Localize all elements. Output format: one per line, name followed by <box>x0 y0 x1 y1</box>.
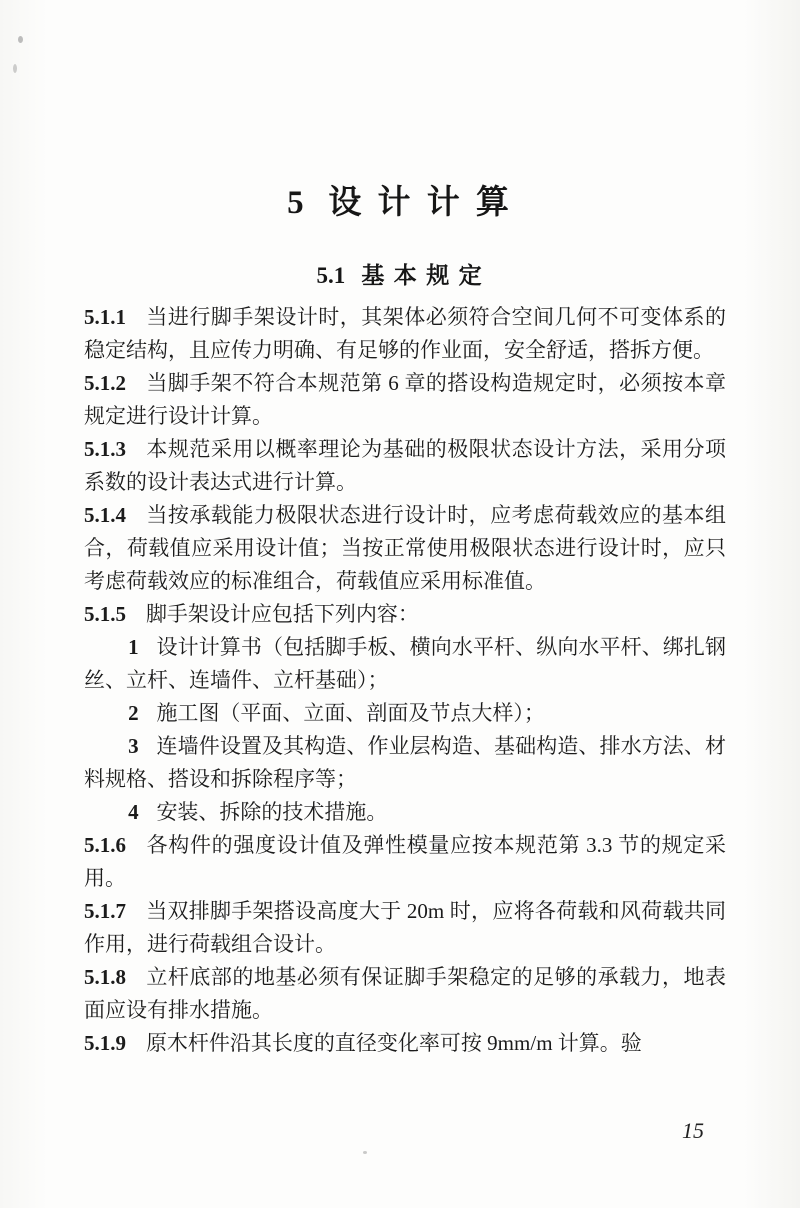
section-number: 5.1 <box>316 263 346 288</box>
list-item <box>84 730 726 796</box>
list-item-number: 4 <box>128 800 139 824</box>
clause-text: 立杆底部的地基必须有保证脚手架稳定的足够的承载力，地表面应设有排水措施。 <box>84 965 726 1022</box>
scan-artifact <box>363 1151 367 1154</box>
clause-number: 5.1.4 <box>84 503 126 527</box>
list-item-text: 施工图（平面、立面、剖面及节点大样）； <box>156 701 545 725</box>
clause-paragraph <box>84 961 726 1027</box>
clause-text: 各构件的强度设计值及弹性模量应按本规范第 3.3 节的规定采用。 <box>84 833 726 890</box>
clause-number: 5.1.1 <box>84 305 126 329</box>
clause-text: 脚手架设计应包括下列内容： <box>145 602 419 626</box>
chapter-title <box>0 176 800 223</box>
clause-text: 当按承载能力极限状态进行设计时，应考虑荷载效应的基本组合，荷载值应采用设计值；当按正常使用极限状态进行设计时，应只考虑荷载效应的标准组合，荷载值应采用标准值。 <box>84 503 726 593</box>
clause-number: 5.1.9 <box>84 1031 126 1055</box>
list-item <box>84 796 726 829</box>
list-item-number: 3 <box>128 734 139 758</box>
clause-paragraph <box>84 1027 726 1060</box>
clause-text: 当进行脚手架设计时，其架体必须符合空间几何不可变体系的稳定结构，且应传力明确、有足够的作业面，安全舒适，搭拆方便。 <box>84 305 726 362</box>
scan-artifact <box>18 36 23 43</box>
list-item-text: 设计计算书（包括脚手板、横向水平杆、纵向水平杆、绑扎钢丝、立杆、连墙件、立杆基础）； <box>84 635 726 692</box>
scan-artifact <box>13 64 17 73</box>
section-title <box>0 257 800 290</box>
section-title-text: 基 本 规 定 <box>361 263 484 288</box>
clause-number: 5.1.3 <box>84 437 126 461</box>
clause-text: 当双排脚手架搭设高度大于 20m 时，应将各荷载和风荷载共同作用，进行荷载组合设计。 <box>84 899 726 956</box>
clause-paragraph <box>84 367 726 433</box>
clause-number: 5.1.2 <box>84 371 126 395</box>
clause-paragraph <box>84 829 726 895</box>
list-item <box>84 697 726 730</box>
chapter-title-text: 设 计 计 算 <box>328 185 513 221</box>
clause-number: 5.1.6 <box>84 833 126 857</box>
list-item-number: 2 <box>128 701 139 725</box>
list-item-number: 1 <box>128 635 139 659</box>
clause-text: 本规范采用以概率理论为基础的极限状态设计方法，采用分项系数的设计表达式进行计算。 <box>84 437 726 494</box>
list-item-text: 连墙件设置及其构造、作业层构造、基础构造、排水方法、材料规格、搭设和拆除程序等； <box>84 734 726 791</box>
clause-text: 原木杆件沿其长度的直径变化率可按 9mm/m 计算。验 <box>145 1031 642 1055</box>
clause-paragraph <box>84 301 726 367</box>
clause-text: 当脚手架不符合本规范第 6 章的搭设构造规定时，必须按本章规定进行设计计算。 <box>84 371 726 428</box>
clause-number: 5.1.7 <box>84 899 126 923</box>
clause-number: 5.1.8 <box>84 965 126 989</box>
chapter-number: 5 <box>287 185 304 221</box>
clause-number: 5.1.5 <box>84 602 126 626</box>
document-body <box>84 301 726 1060</box>
list-item <box>84 631 726 697</box>
page-number: 15 <box>682 1118 704 1143</box>
clause-paragraph <box>84 433 726 499</box>
clause-paragraph <box>84 895 726 961</box>
list-item-text: 安装、拆除的技术措施。 <box>156 800 388 824</box>
clause-paragraph <box>84 598 726 631</box>
clause-paragraph <box>84 499 726 598</box>
